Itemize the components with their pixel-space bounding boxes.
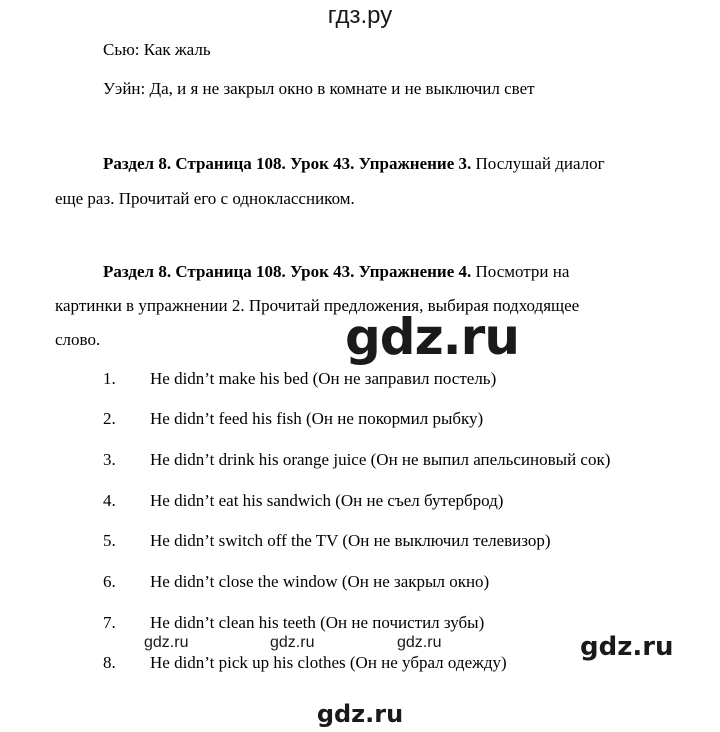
item-number: 3.: [103, 450, 116, 469]
item-text: He didn’t drink his orange juice (Он не выпил апельсиновый сок): [150, 450, 611, 469]
item-number: 8.: [103, 653, 116, 672]
watermark-center: gdz.ru: [345, 308, 519, 366]
watermark-small-1: gdz.ru: [144, 634, 189, 651]
exercise-3-line-2: еще раз. Прочитай его с одноклассником.: [55, 189, 355, 208]
item-number: 4.: [103, 491, 116, 510]
dialog-line-2: Уэйн: Да, и я не закрыл окно в комнате и не выключил свет: [103, 79, 535, 98]
item-number: 7.: [103, 613, 116, 632]
item-text: He didn’t clean his teeth (Он не почистил зубы): [150, 613, 485, 632]
exercise-4-text-1: Посмотри на: [471, 262, 570, 281]
exercise-4-line-3: слово.: [55, 330, 101, 349]
watermark-top: гдз.ру: [327, 2, 393, 29]
item-number: 1.: [103, 369, 116, 388]
watermark-bottom: gdz.ru: [316, 700, 404, 728]
item-text: He didn’t feed his fish (Он не покормил рыбку): [150, 409, 484, 428]
exercise-4-line-1: [103, 262, 569, 282]
item-text: He didn’t make his bed (Он не заправил постель): [150, 369, 497, 388]
item-text: He didn’t switch off the TV (Он не выключил телевизор): [150, 531, 551, 550]
exercise-3-text-1: Послушай диалог: [471, 154, 605, 173]
watermark-small-2: gdz.ru: [270, 634, 315, 651]
item-number: 6.: [103, 572, 116, 591]
exercise-3-heading: Раздел 8. Страница 108. Урок 43. Упражнение 3.: [103, 154, 472, 173]
item-text: He didn’t pick up his clothes (Он не убрал одежду): [150, 653, 507, 672]
item-number: 2.: [103, 409, 116, 428]
item-text: He didn’t close the window (Он не закрыл окно): [150, 572, 490, 591]
watermark-right: gdz.ru: [580, 632, 674, 662]
exercise-3-line-1: [103, 154, 605, 174]
item-text: He didn’t eat his sandwich (Он не съел бутерброд): [150, 491, 504, 510]
item-number: 5.: [103, 531, 116, 550]
exercise-4-line-2: картинки в упражнении 2. Прочитай предложения, выбирая подходящее: [55, 296, 580, 315]
exercise-4-heading: Раздел 8. Страница 108. Урок 43. Упражнение 4.: [103, 262, 472, 281]
watermark-small-3: gdz.ru: [397, 634, 442, 651]
dialog-line-1: Сью: Как жаль: [103, 40, 211, 59]
